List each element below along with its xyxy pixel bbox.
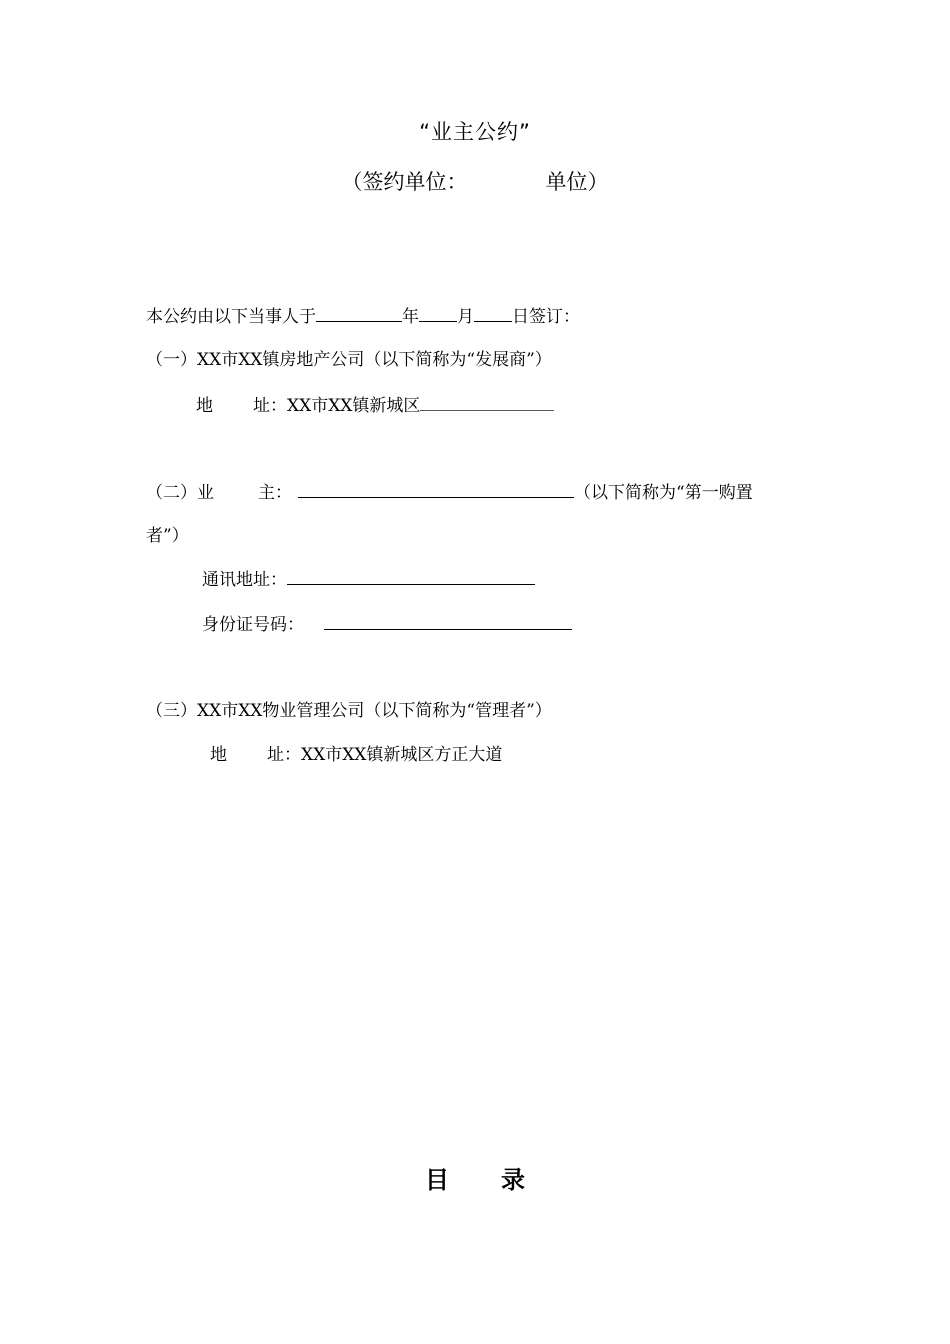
party2-suffix: （以下简称为“第一购置 xyxy=(574,483,753,503)
party1-address-blank xyxy=(420,396,554,411)
party1-address-label-1: 地 xyxy=(196,396,213,416)
party2-label-1: （二）业 xyxy=(146,483,214,503)
party3-label: （三）XX市XX物业管理公司（以下简称为“管理者”） xyxy=(146,701,552,721)
id-number-blank xyxy=(324,615,572,630)
id-number-line xyxy=(202,614,572,636)
toc-char-1: 目 xyxy=(425,1166,449,1194)
month-label: 月 xyxy=(457,307,474,327)
party1-address-label-2: 址： xyxy=(253,396,287,416)
intro-prefix: 本公约由以下当事人于 xyxy=(146,307,316,327)
party1-address-value: XX市XX镇新城区 xyxy=(287,396,421,416)
month-blank xyxy=(419,307,457,322)
toc-heading xyxy=(0,1160,950,1195)
party3-address-label-1: 地 xyxy=(210,745,227,765)
signing-unit-line xyxy=(0,166,950,196)
mailing-address-blank xyxy=(287,570,535,585)
party2-owner-line xyxy=(146,482,753,504)
day-blank xyxy=(474,307,512,322)
party2-suffix-wrap: 者”） xyxy=(146,526,189,546)
id-number-label: 身份证号码： xyxy=(202,615,304,635)
toc-char-2: 录 xyxy=(501,1166,525,1194)
party1-label: （一）XX市XX镇房地产公司（以下简称为“发展商”） xyxy=(146,350,552,370)
party3-address-value: XX市XX镇新城区方正大道 xyxy=(301,745,503,765)
signing-unit-suffix: 单位） xyxy=(545,170,609,194)
party2-label-2: 主： xyxy=(258,483,292,503)
day-label: 日签订： xyxy=(512,307,580,327)
signing-unit-label: （签约单位： xyxy=(341,170,468,194)
intro-line xyxy=(146,306,580,328)
owner-name-blank xyxy=(298,483,574,498)
mailing-address-line xyxy=(202,569,535,591)
party3-address-label-2: 址： xyxy=(267,745,301,765)
party3-address-line xyxy=(210,744,502,766)
document-title: “业主公约” xyxy=(419,120,531,144)
year-label: 年 xyxy=(402,307,419,327)
party1-address-line xyxy=(196,395,554,417)
mailing-address-label: 通讯地址： xyxy=(202,570,287,590)
year-blank xyxy=(316,307,402,322)
